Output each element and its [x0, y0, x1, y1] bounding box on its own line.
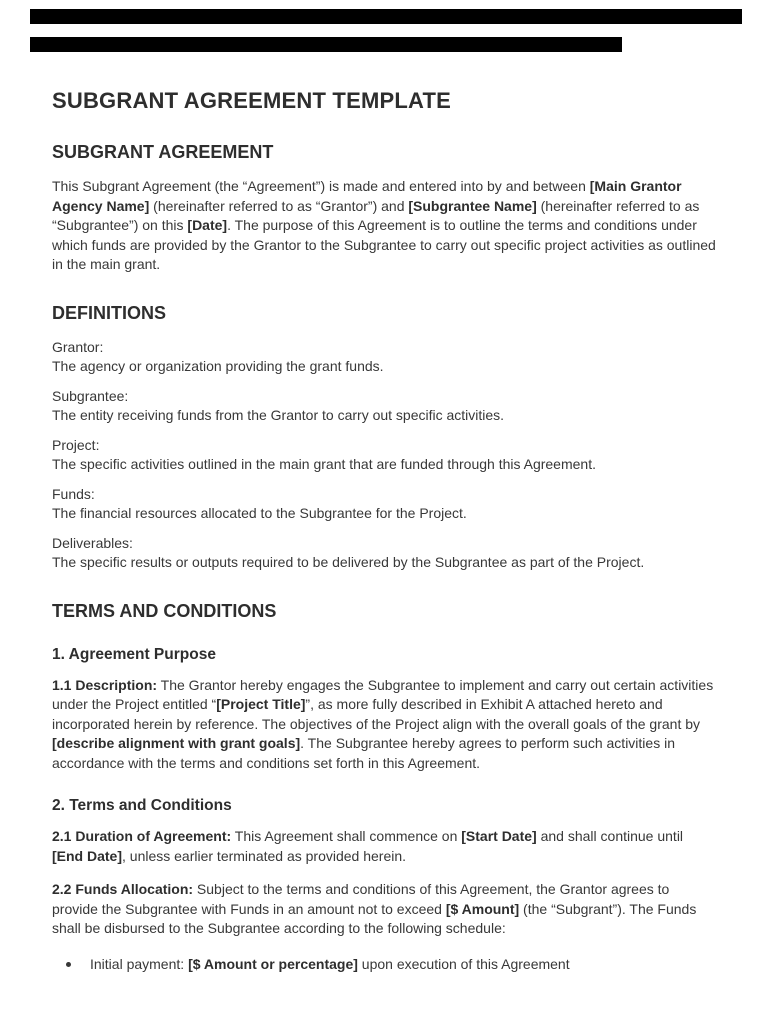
definition-description: The specific results or outputs required to be delivered by the Subgrantee as part of the Project. — [52, 554, 645, 570]
definition-description: The financial resources allocated to the Subgrantee for the Project. — [52, 505, 467, 521]
section-heading-terms: TERMS AND CONDITIONS — [52, 600, 277, 621]
page-title: SUBGRANT AGREEMENT TEMPLATE — [52, 88, 451, 113]
agreement-intro-paragraph: This Subgrant Agreement (the “Agreement”) is made and entered into by and between [Main Grantor Agency Name] (hereinafter referred to as “Grantor”) and [Subgrantee Name] (hereinafter referred to as “Subgrantee”) on this [Date]. The purpose of this Agreement is to outline the terms and conditions under which funds are provided by the Grantor to the Subgrantee to carry out specific project activities as outlined in the main grant. — [52, 178, 716, 272]
section-heading-agreement: SUBGRANT AGREEMENT — [52, 142, 274, 162]
section-heading-definitions: DEFINITIONS — [52, 302, 167, 323]
definition-item — [52, 387, 718, 426]
list-item: Initial payment: [$ Amount or percentage] upon execution of this Agreement — [52, 955, 718, 975]
definition-term: Funds: — [52, 485, 95, 502]
definition-term: Project: — [52, 436, 100, 453]
duration-paragraph: 2.1 Duration of Agreement: This Agreement shall commence on [Start Date] and shall continue until [End Date], unless earlier terminated as provided herein. — [52, 828, 684, 864]
definition-term: Deliverables: — [52, 534, 133, 551]
subsection-heading-terms-conditions: 2. Terms and Conditions — [52, 797, 232, 814]
definition-term: Subgrantee: — [52, 387, 129, 404]
definition-item — [52, 436, 718, 475]
document-body — [0, 52, 770, 974]
definition-description: The entity receiving funds from the Grantor to carry out specific activities. — [52, 407, 505, 423]
purpose-description-paragraph: 1.1 Description: The Grantor hereby engages the Subgrantee to implement and carry out certain activities under the Project entitled “[Project Title]”, as more fully described in Exhibit A attached hereto and incorporated herein by reference. The objectives of the Project align with the overall goals of the grant by [describe alignment with grant goals]. The Subgrantee hereby agrees to perform such activities in accordance with the terms and conditions set forth in this Agreement. — [52, 676, 714, 771]
document-header — [0, 0, 770, 52]
definition-description: The agency or organization providing the grant funds. — [52, 358, 384, 374]
definition-item — [52, 534, 718, 573]
definition-term: Grantor: — [52, 338, 104, 355]
definition-description: The specific activities outlined in the main grant that are funded through this Agreement. — [52, 456, 596, 472]
subsection-heading-agreement-purpose: 1. Agreement Purpose — [52, 645, 216, 663]
definition-item — [52, 338, 718, 377]
definition-item — [52, 485, 718, 524]
redacted-bar-second — [30, 37, 622, 52]
redacted-bar-top — [30, 9, 742, 24]
payment-schedule-list — [52, 955, 718, 975]
funds-allocation-paragraph: 2.2 Funds Allocation: Subject to the terms and conditions of this Agreement, the Grantor agrees to provide the Subgrantee with Funds in an amount not to exceed [$ Amount] (the “Subgrant”). The Funds shall be disbursed to the Subgrantee according to the following schedule: — [52, 881, 697, 936]
